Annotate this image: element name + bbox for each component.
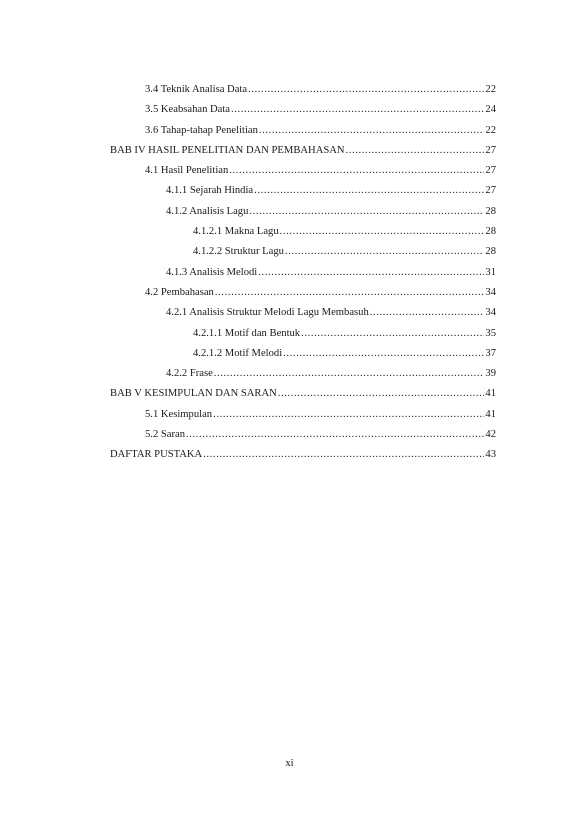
- toc-entry-page-number: 24: [485, 104, 496, 116]
- toc-dot-leader: [346, 141, 485, 161]
- toc-entry-title: 4.1 Hasil Penelitian: [145, 165, 229, 177]
- toc-dot-leader: [278, 384, 485, 404]
- toc-dot-leader: [248, 80, 484, 100]
- toc-dot-leader: [258, 263, 484, 283]
- toc-entry-page-number: 34: [485, 307, 496, 319]
- toc-entry-title: 4.2 Pembahasan: [145, 286, 214, 298]
- toc-dot-leader: [301, 324, 484, 344]
- toc-dot-leader: [186, 425, 484, 445]
- toc-dot-leader: [259, 121, 484, 141]
- toc-entry: [110, 364, 496, 384]
- toc-entry-page-number: 41: [485, 388, 496, 400]
- toc-entry-title: 4.2.1.2 Motif Melodi: [193, 347, 283, 359]
- toc-entry-page-number: 37: [485, 347, 496, 359]
- toc-entry-title: 4.1.2.2 Struktur Lagu: [193, 246, 284, 258]
- toc-entry: [110, 121, 496, 141]
- toc-entry-page-number: 41: [485, 408, 496, 420]
- toc-entry: [110, 242, 496, 262]
- toc-entry: [110, 445, 496, 465]
- toc-entry: [110, 202, 496, 222]
- toc-entry-page-number: 34: [485, 286, 496, 298]
- table-of-contents: [110, 80, 496, 466]
- toc-entry-title: 5.2 Saran: [145, 429, 186, 441]
- toc-entry-title: 5.1 Kesimpulan: [145, 408, 213, 420]
- toc-entry-page-number: 31: [485, 266, 496, 278]
- toc-dot-leader: [229, 161, 484, 181]
- toc-entry: [110, 425, 496, 445]
- toc-entry: [110, 384, 496, 404]
- toc-entry-page-number: 27: [485, 185, 496, 197]
- toc-entry: [110, 141, 496, 161]
- toc-dot-leader: [283, 344, 484, 364]
- toc-entry: [110, 344, 496, 364]
- toc-entry-title: 4.2.1.1 Motif dan Bentuk: [193, 327, 301, 339]
- toc-entry-title: 4.2.2 Frase: [166, 368, 213, 380]
- toc-dot-leader: [203, 445, 484, 465]
- toc-entry-title: 4.1.1 Sejarah Hindia: [166, 185, 254, 197]
- toc-entry-page-number: 28: [485, 246, 496, 258]
- toc-entry-title: BAB IV HASIL PENELITIAN DAN PEMBAHASAN: [110, 144, 345, 156]
- toc-entry-title: 3.4 Teknik Analisa Data: [145, 84, 248, 95]
- toc-entry: [110, 324, 496, 344]
- toc-entry: [110, 263, 496, 283]
- toc-dot-leader: [214, 364, 485, 384]
- toc-dot-leader: [370, 303, 485, 323]
- toc-entry-page-number: 28: [485, 205, 496, 217]
- toc-entry-page-number: 39: [485, 368, 496, 380]
- toc-entry-page-number: 22: [485, 84, 496, 95]
- toc-entry: [110, 405, 496, 425]
- toc-entry-page-number: 27: [485, 165, 496, 177]
- toc-entry-title: 3.6 Tahap-tahap Penelitian: [145, 124, 258, 136]
- toc-entry-page-number: 42: [485, 429, 496, 441]
- toc-dot-leader: [231, 100, 484, 120]
- toc-entry-title: DAFTAR PUSTAKA: [110, 449, 203, 461]
- toc-dot-leader: [285, 242, 484, 262]
- toc-dot-leader: [280, 222, 485, 242]
- toc-entry: [110, 303, 496, 323]
- toc-entry: [110, 181, 496, 201]
- toc-entry: [110, 100, 496, 120]
- toc-entry-title: 4.1.2.1 Makna Lagu: [193, 226, 279, 238]
- toc-dot-leader: [213, 405, 484, 425]
- toc-dot-leader: [254, 181, 484, 201]
- toc-entry-title: 3.5 Keabsahan Data: [145, 104, 231, 116]
- toc-entry: [110, 161, 496, 181]
- toc-entry-page-number: 22: [485, 124, 496, 136]
- toc-entry-title: 4.1.2 Analisis Lagu: [166, 205, 249, 217]
- toc-entry: [110, 80, 496, 100]
- toc-entry: [110, 283, 496, 303]
- toc-entry-title: BAB V KESIMPULAN DAN SARAN: [110, 388, 277, 400]
- toc-entry-title: 4.2.1 Analisis Struktur Melodi Lagu Membasuh: [166, 307, 369, 319]
- toc-entry-title: 4.1.3 Analisis Melodi: [166, 266, 258, 278]
- toc-entry-page-number: 28: [485, 226, 496, 238]
- toc-dot-leader: [249, 202, 484, 222]
- toc-dot-leader: [215, 283, 485, 303]
- page-number: xi: [285, 758, 294, 769]
- toc-entry-page-number: 43: [485, 449, 496, 461]
- toc-entry-page-number: 27: [485, 144, 496, 156]
- toc-entry-page-number: 35: [485, 327, 496, 339]
- toc-entry: [110, 222, 496, 242]
